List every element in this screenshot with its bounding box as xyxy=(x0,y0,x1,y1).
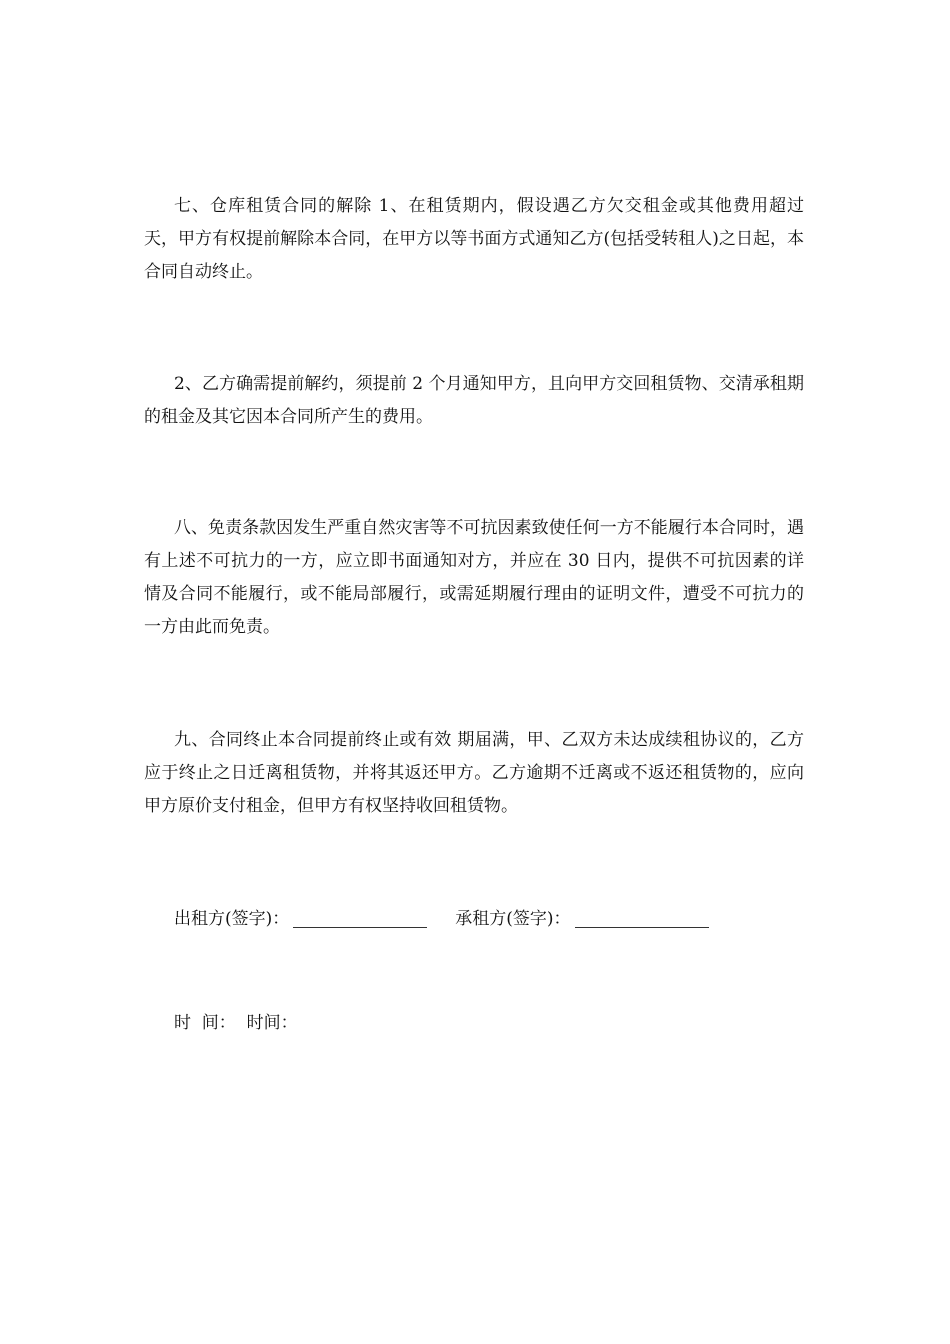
signature-row xyxy=(174,903,709,936)
clause-eight-force-majeure: 八、免责条款因发生严重自然灾害等不可抗因素致使任何一方不能履行本合同时，遇有上述不可抗力的一方，应立即书面通知对方，并应在 30 日内，提供不可抗因素的详情及合同不能履行，或不能局部履行，或需延期履行理由的证明文件，遭受不可抗力的一方由此而免责。 xyxy=(144,518,804,637)
clause-nine-contract-end: 九、合同终止本合同提前终止或有效 期届满，甲、乙双方未达成续租协议的，乙方应于终止之日迁离租赁物，并将其返还甲方。乙方逾期不迁离或不返还租赁物的，应向甲方原价支付租金，但甲方有权坚持收回租赁物。 xyxy=(144,730,804,816)
lessee-signature-line xyxy=(575,907,709,928)
lessor-signature-label: 出租方(签字)： xyxy=(174,909,290,929)
lessor-signature-line xyxy=(293,907,427,928)
lessee-signature-label: 承租方(签字)： xyxy=(455,909,571,929)
clause-early-cancellation: 2、乙方确需提前解约，须提前 2 个月通知甲方，且向甲方交回租赁物、交清承租期的租金及其它因本合同所产生的费用。 xyxy=(144,374,804,427)
clause-seven-termination: 七、仓库租赁合同的解除 1、在租赁期内，假设遇乙方欠交租金或其他费用超过 天，甲方有权提前解除本合同，在甲方以等书面方式通知乙方(包括受转租人)之日起，本合同自动终止。 xyxy=(144,196,804,282)
time-row: 时 间： 时间： xyxy=(174,1013,298,1033)
